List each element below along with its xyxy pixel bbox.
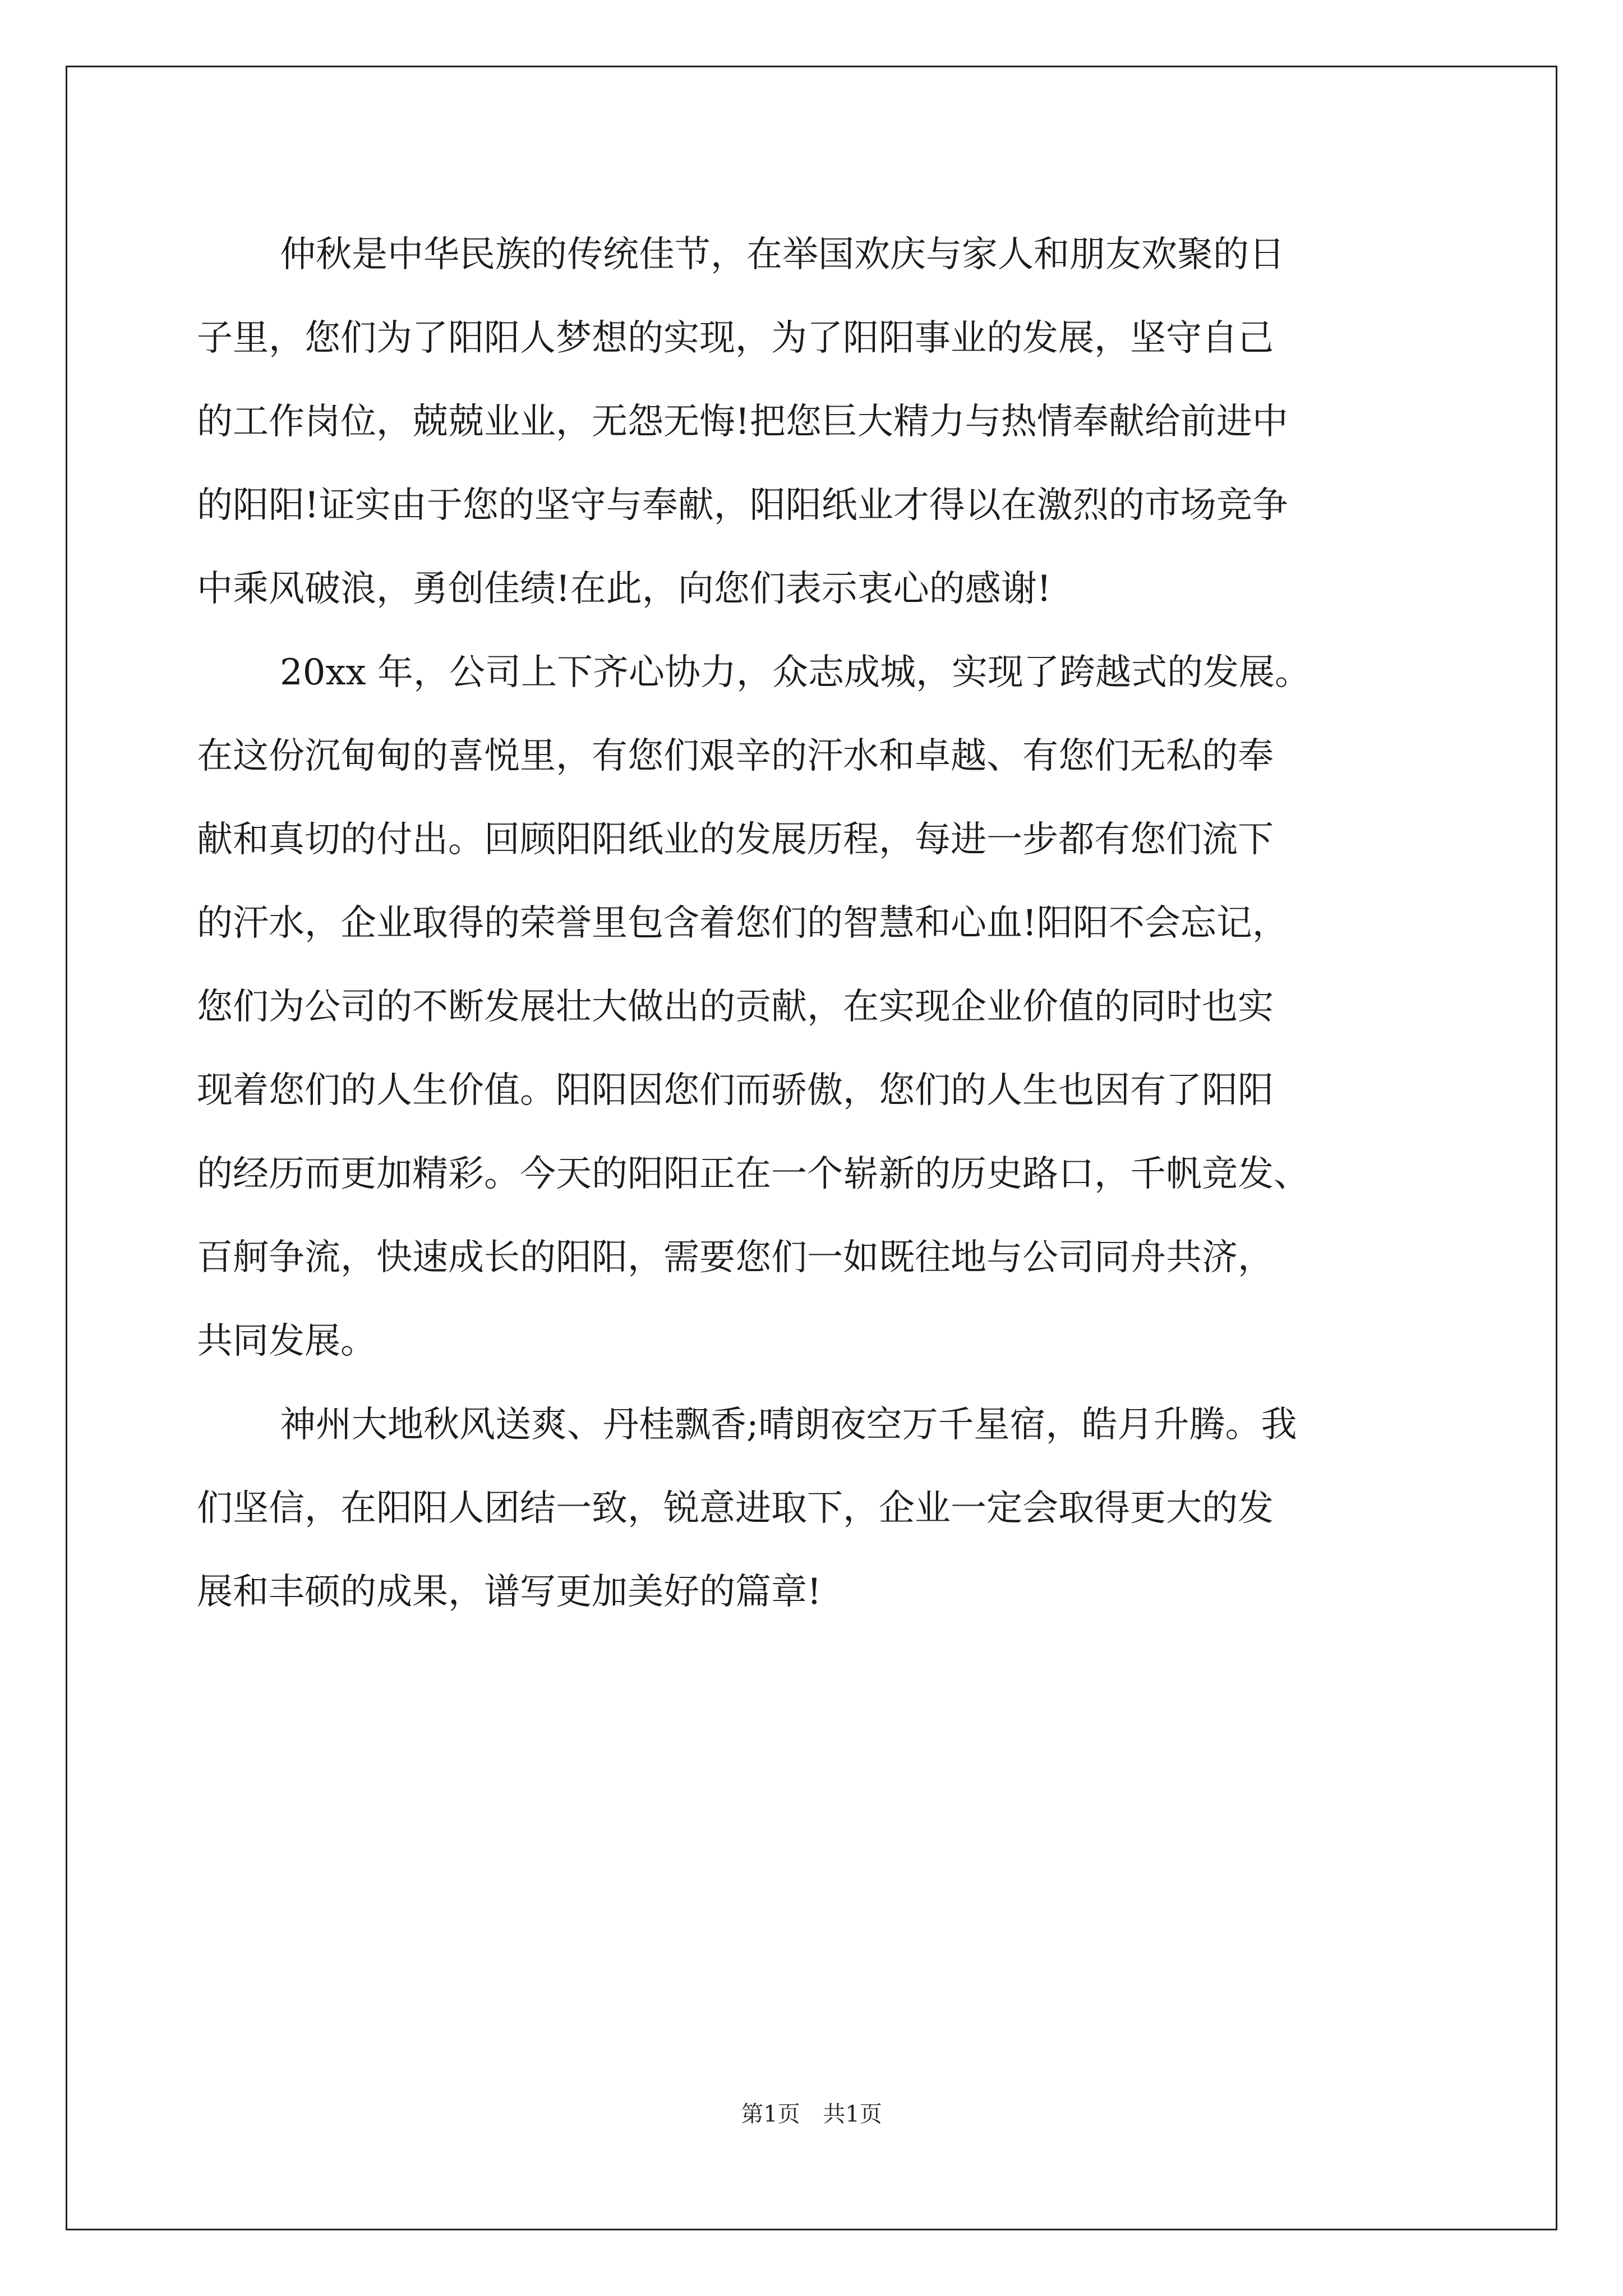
text-line: 的阳阳!证实由于您的坚守与奉献，阳阳纸业才得以在激烈的市场竞争 xyxy=(197,485,1288,526)
text-line: 献和真切的付出。回顾阳阳纸业的发展历程，每进一步都有您们流下 xyxy=(197,819,1274,861)
text-line: 您们为公司的不断发展壮大做出的贡献，在实现企业价值的同时也实 xyxy=(197,986,1274,1028)
text-line: 共同发展。 xyxy=(197,1320,376,1362)
paragraph-3 xyxy=(197,1383,1431,1634)
text-line: 20xx 年，公司上下齐心协力，众志成城，实现了跨越式的发展。 xyxy=(280,652,1311,693)
text-line: 中乘风破浪，勇创佳绩!在此，向您们表示衷心的感谢! xyxy=(197,568,1052,610)
text-line: 的汗水，企业取得的荣誉里包含着您们的智慧和心血!阳阳不会忘记， xyxy=(197,903,1288,944)
text-line: 们坚信，在阳阳人团结一致，锐意进取下，企业一定会取得更大的发 xyxy=(197,1488,1274,1529)
page-number: 第1页 xyxy=(741,2101,800,2127)
text-line: 百舸争流，快速成长的阳阳，需要您们一如既往地与公司同舟共济， xyxy=(197,1237,1274,1278)
paragraph-2 xyxy=(197,631,1431,1383)
text-line: 仲秋是中华民族的传统佳节，在举国欢庆与家人和朋友欢聚的日 xyxy=(280,234,1285,275)
text-line: 展和丰硕的成果，谱写更加美好的篇章! xyxy=(197,1571,822,1613)
text-line: 的经历而更加精彩。今天的阳阳正在一个崭新的历史路口，千帆竞发、 xyxy=(197,1153,1310,1195)
page-footer xyxy=(0,2101,1623,2128)
text-line: 子里，您们为了阳阳人梦想的实现，为了阳阳事业的发展，坚守自己 xyxy=(197,318,1274,359)
text-line: 的工作岗位，兢兢业业，无怨无悔!把您巨大精力与热情奉献给前进中 xyxy=(197,401,1288,443)
text-line: 神州大地秋风送爽、丹桂飘香;晴朗夜空万千星宿，皓月升腾。我 xyxy=(280,1404,1297,1446)
document-body xyxy=(197,213,1431,1634)
text-line: 在这份沉甸甸的喜悦里，有您们艰辛的汗水和卓越、有您们无私的奉 xyxy=(197,735,1274,777)
paragraph-1 xyxy=(197,213,1431,631)
page-count: 共1页 xyxy=(823,2101,882,2127)
text-line: 现着您们的人生价值。阳阳因您们而骄傲，您们的人生也因有了阳阳 xyxy=(197,1070,1274,1111)
